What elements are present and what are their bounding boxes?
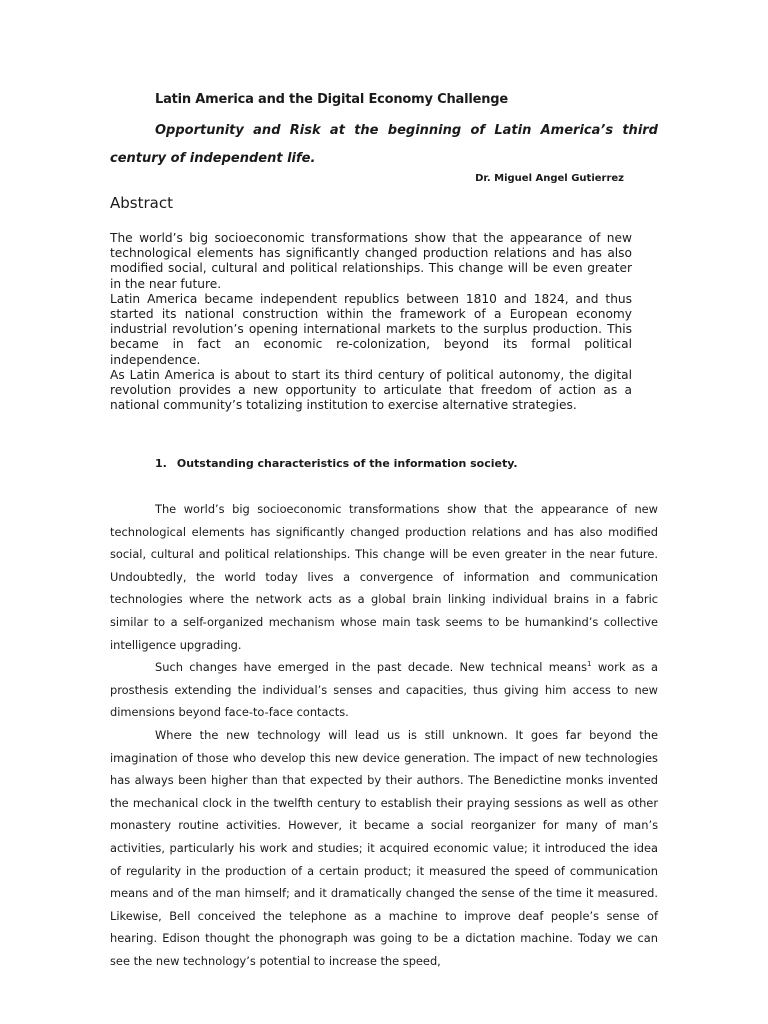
abstract-paragraph: As Latin America is about to start its third century of political autonomy, the digital revolution provides a new opportunity to articulate that freedom of action as a national community’s totalizing institution to exercise alternative strategies. [110, 367, 632, 413]
body-paragraph: Where the new technology will lead us is still unknown. It goes far beyond the imagination of those who develop this new device generation. The impact of new technologies has always been higher than that expected by their authors. The Benedictine monks invented the mechanical clock in the twelfth century to establish their praying sessions as well as other monastery routine activities. However, it became a social reorganizer for many of man’s activities, particularly his work and studies; it acquired economic value; it introduced the idea of regularity in the production of a certain product; it measured the speed of communication means and of the man himself; and it dramatically changed the sense of the time it measured. Likewise, Bell conceived the telephone as a machine to improve deaf people’s sense of hearing. Edison thought the phonograph was going to be a dictation machine. Today we can see the new technology’s potential to increase the speed, [110, 727, 658, 968]
abstract-paragraph: Latin America became independent republics between 1810 and 1824, and thus started its national construction within the framework of a European economy industrial revolution’s opening international markets to the surplus production. This became in fact an economic re-colonization, beyond its formal political independence. [110, 291, 632, 367]
body-paragraph: The world’s big socioeconomic transformations show that the appearance of new technological elements has significantly changed production relations and has also modified social, cultural and political relationships. This change will be even greater in the near future. Undoubtedly, the world today lives a convergence of information and communication technologies where the network acts as a global brain linking individual brains in a fabric similar to a self-organized mechanism whose main task seems to be humankind’s collective intelligence upgrading. [110, 502, 658, 652]
body-text-run: Such changes have emerged in the past decade. New technical means [155, 660, 588, 675]
section-title: Outstanding characteristics of the information society. [176, 457, 518, 470]
section-body [110, 498, 658, 972]
abstract-body [110, 231, 632, 413]
body-text-run: work as a prosthesis extending the individual’s senses and capacities, thus giving him access to new dimensions beyond face-to-face contacts. [110, 660, 658, 720]
footnote-marker[interactable]: 1 [587, 660, 592, 669]
abstract-heading: Abstract [110, 194, 173, 212]
abstract-paragraph: The world’s big socioeconomic transformations show that the appearance of new technological elements has significantly changed production relations and has also modified social, cultural and political relationships. This change will be even greater in the near future. [110, 231, 632, 291]
body-paragraph [110, 656, 658, 724]
document-title: Latin America and the Digital Economy Challenge [155, 92, 508, 107]
section-heading [155, 457, 518, 470]
document-subtitle: Opportunity and Risk at the beginning of Latin America’s third century of independent life. [110, 123, 658, 166]
section-number: 1. [155, 457, 167, 470]
author-name: Dr. Miguel Angel Gutierrez [475, 173, 624, 184]
